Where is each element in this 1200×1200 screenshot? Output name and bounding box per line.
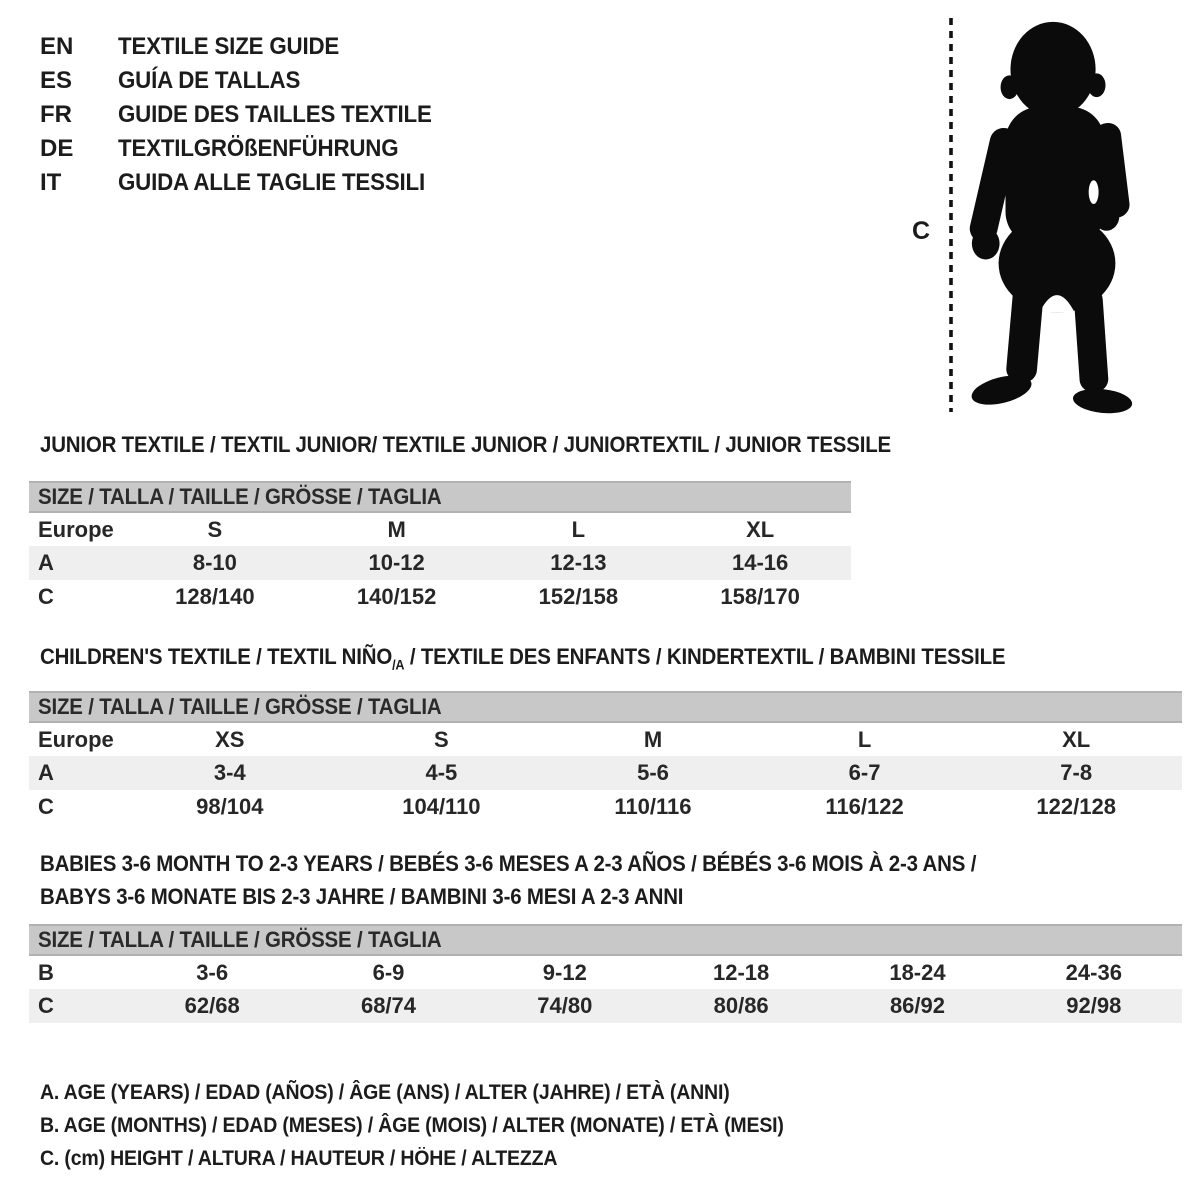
lang-row-de <box>40 132 455 166</box>
left-hand-shape <box>972 228 1000 260</box>
lang-code-it: IT <box>40 169 62 196</box>
row-label-cell: A <box>29 756 124 790</box>
right-hand-shape <box>1094 201 1120 231</box>
babies-section-title-line1 <box>40 851 1047 877</box>
height-measure-label: C <box>912 217 931 245</box>
size-header-cell <box>29 925 1182 955</box>
size-value-cell: 6-9 <box>372 959 405 985</box>
lang-label-es: GUÍA DE TALLAS <box>118 67 301 94</box>
row-label-cell: C <box>29 989 124 1023</box>
size-value-cell: 5-6 <box>547 756 759 790</box>
legend-line-height-text: C. (cm) HEIGHT / ALTURA / HAUTEUR / HÖHE / ALTEZZA <box>40 1147 558 1170</box>
size-value-cell: 18-24 <box>889 959 946 985</box>
size-header-text: SIZE / TALLA / TAILLE / GRÖSSE / TAGLIA <box>38 694 442 719</box>
head-shape <box>1010 22 1095 117</box>
babies-size-table <box>29 924 1182 1023</box>
size-header-row <box>29 692 1182 722</box>
size-value-cell: 12-18 <box>713 959 770 985</box>
legend-line-age-years-text: A. AGE (YEARS) / EDAD (AÑOS) / ÂGE (ANS) / ALTER (JAHRE) / ETÀ (ANNI) <box>40 1081 730 1104</box>
lang-code-es: ES <box>40 67 73 94</box>
language-header <box>40 30 455 200</box>
size-value-cell: 68/74 <box>300 989 476 1023</box>
table-row <box>29 955 1182 989</box>
size-value-cell: 3-4 <box>124 756 336 790</box>
right-leg-shape <box>1073 286 1109 393</box>
table-row <box>29 722 1182 756</box>
left-leg-shape <box>1005 282 1044 383</box>
lang-label-en: TEXTILE SIZE GUIDE <box>118 33 340 60</box>
left-ear-shape <box>1001 75 1019 99</box>
right-ear-shape <box>1088 73 1106 97</box>
children-section-title-text <box>40 644 1005 672</box>
size-value-cell: S <box>207 516 223 542</box>
size-value-cell: 10-12 <box>306 546 488 580</box>
junior-section-title <box>40 432 955 458</box>
legend-line-age-months <box>40 1109 840 1142</box>
row-label-cell: C <box>38 584 54 609</box>
arm-gap-cutout <box>1089 180 1099 204</box>
right-foot-shape <box>1072 386 1134 416</box>
size-value-cell: 104/110 <box>402 794 481 819</box>
size-value-cell: 9-12 <box>542 959 587 985</box>
size-value-cell: 158/170 <box>720 584 800 609</box>
size-value-cell: 86/92 <box>829 989 1005 1023</box>
size-value-cell: XS <box>215 726 245 752</box>
size-value-cell: XL <box>1062 726 1091 752</box>
row-label-cell: Europe <box>38 516 114 542</box>
size-value-cell: XL <box>746 516 775 542</box>
size-value-cell: 24-36 <box>1065 959 1122 985</box>
size-value-cell: S <box>434 726 449 752</box>
lang-label-fr: GUIDE DES TAILLES TEXTILE <box>118 101 432 128</box>
size-header-cell <box>29 692 1182 722</box>
lang-row-es <box>40 64 455 98</box>
size-value-cell: 122/128 <box>1036 794 1116 819</box>
table-row <box>29 756 1182 790</box>
row-label-cell: A <box>29 546 124 580</box>
size-value-cell: M <box>387 516 406 542</box>
size-value-cell: L <box>571 516 586 542</box>
size-value-cell: 14-16 <box>669 546 851 580</box>
lang-label-de: TEXTILGRÖßENFÜHRUNG <box>118 135 399 162</box>
lang-row-it <box>40 166 455 200</box>
size-value-cell: 62/68 <box>124 989 300 1023</box>
toddler-silhouette <box>900 10 1180 420</box>
size-value-cell: 6-7 <box>759 756 971 790</box>
size-value-cell: 140/152 <box>356 584 437 609</box>
size-value-cell: 74/80 <box>477 989 653 1023</box>
children-size-table <box>29 691 1182 824</box>
size-header-text: SIZE / TALLA / TAILLE / GRÖSSE / TAGLIA <box>38 927 442 952</box>
size-value-cell: L <box>857 726 872 752</box>
table-row <box>29 580 851 614</box>
size-value-cell: 12-13 <box>488 546 670 580</box>
size-value-cell: 92/98 <box>1006 989 1182 1023</box>
size-value-cell: 7-8 <box>970 756 1182 790</box>
row-label-cell: C <box>38 794 54 819</box>
table-row <box>29 790 1182 824</box>
size-header-cell <box>29 482 851 512</box>
lang-row-fr <box>40 98 455 132</box>
size-header-row <box>29 482 851 512</box>
row-label-cell: Europe <box>38 726 114 752</box>
children-title-sub: /A <box>392 657 405 673</box>
table-row <box>29 989 1182 1023</box>
row-label-cell: B <box>38 959 54 985</box>
size-value-cell: 8-10 <box>124 546 306 580</box>
size-value-cell: 152/158 <box>538 584 619 609</box>
measure-legend <box>40 1076 840 1175</box>
children-section-title <box>40 644 1078 672</box>
lang-code-fr: FR <box>40 101 72 128</box>
size-value-cell: 128/140 <box>175 584 255 609</box>
babies-title-line2-text: BABYS 3-6 MONATE BIS 2-3 JAHRE / BAMBINI 3-6 MESI A 2-3 ANNI <box>40 884 684 909</box>
table-row <box>29 512 851 546</box>
junior-size-table <box>29 481 851 614</box>
babies-title-line1-text: BABIES 3-6 MONTH TO 2-3 YEARS / BEBÉS 3-6 MESES A 2-3 AÑOS / BÉBÉS 3-6 MOIS À 2-3 ANS / <box>40 851 977 876</box>
table-row <box>29 546 851 580</box>
size-value-cell: 80/86 <box>653 989 829 1023</box>
size-value-cell: 110/116 <box>614 794 692 819</box>
lang-code-de: DE <box>40 135 74 162</box>
babies-section-title-line2 <box>40 884 732 910</box>
size-value-cell: 98/104 <box>196 794 264 819</box>
children-title-main: CHILDREN'S TEXTILE / TEXTIL NIÑO <box>40 644 393 669</box>
junior-section-title-text: JUNIOR TEXTILE / TEXTIL JUNIOR/ TEXTILE JUNIOR / JUNIORTEXTIL / JUNIOR TESSILE <box>40 432 891 457</box>
size-value-cell: 116/122 <box>825 794 904 819</box>
lang-code-en: EN <box>40 33 74 60</box>
size-value-cell: 3-6 <box>196 959 229 985</box>
toddler-figure <box>967 22 1133 416</box>
legend-line-age-months-text: B. AGE (MONTHS) / EDAD (MESES) / ÂGE (MOIS) / ALTER (MONATE) / ETÀ (MESI) <box>40 1114 784 1137</box>
lang-label-it: GUIDA ALLE TAGLIE TESSILI <box>118 169 426 196</box>
legend-line-age-years <box>40 1076 840 1109</box>
size-header-row <box>29 925 1182 955</box>
size-value-cell: M <box>643 726 663 752</box>
legend-line-height <box>40 1142 840 1175</box>
lang-row-en <box>40 30 455 64</box>
children-title-rest: / TEXTILE DES ENFANTS / KINDERTEXTIL / BAMBINI TESSILE <box>404 644 1006 669</box>
size-header-text: SIZE / TALLA / TAILLE / GRÖSSE / TAGLIA <box>38 484 442 509</box>
size-value-cell: 4-5 <box>336 756 548 790</box>
